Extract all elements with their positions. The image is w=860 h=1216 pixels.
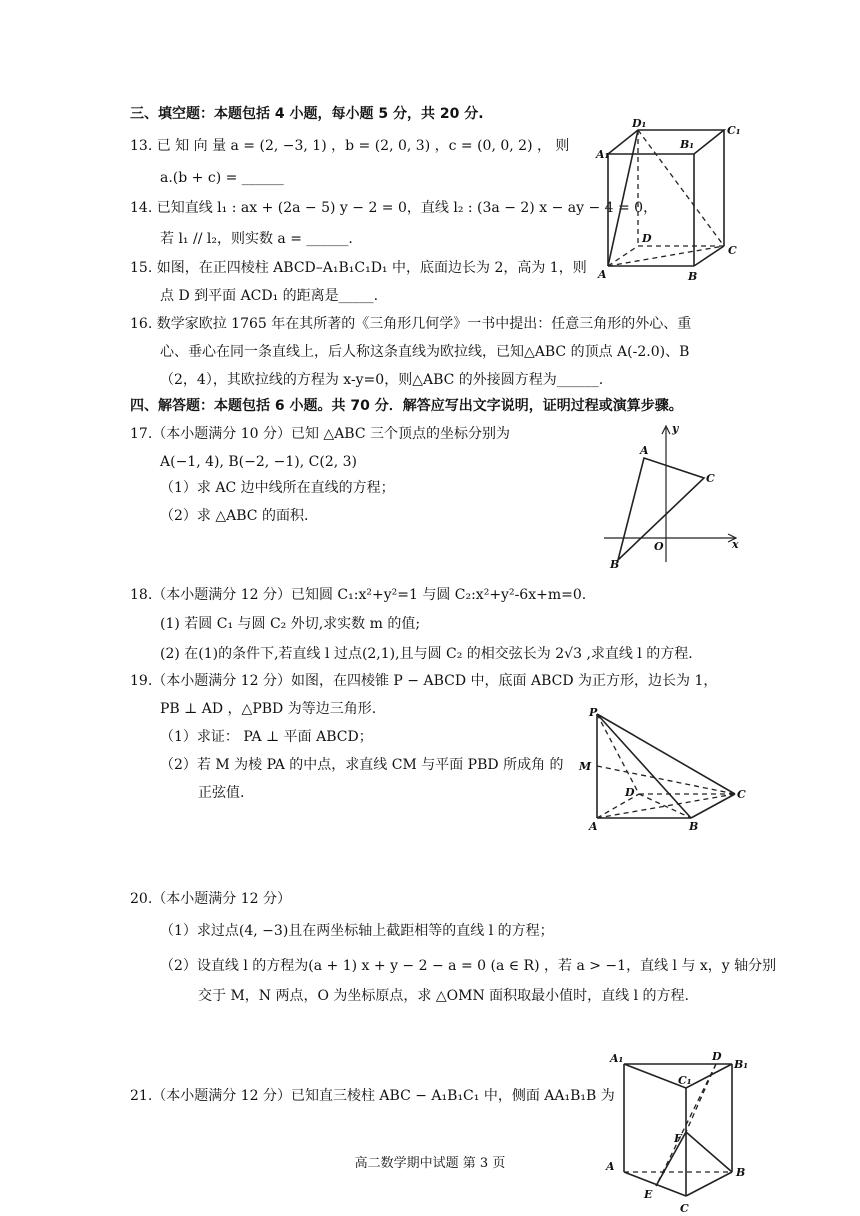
label-f: F [674, 1132, 682, 1145]
label-d: D [642, 232, 652, 245]
q15-line2: 点 D 到平面 ACD₁ 的距离是_____. [160, 288, 379, 304]
triangle-graph-q17 [600, 420, 750, 570]
label-c1: C₁ [727, 124, 741, 137]
q21-line1: 21.（本小题满分 12 分）已知直三棱柱 ABC − A₁B₁C₁ 中，侧面 AA₁B₁B 为 [130, 1088, 615, 1104]
label-b1: B₁ [734, 1058, 749, 1071]
q14-line2: 若 l₁ // l₂，则实数 a = ______. [160, 231, 353, 247]
label-b1: B₁ [680, 138, 695, 151]
q14-line1: 14. 已知直线 l₁ : ax + (2a − 5) y − 2 = 0，直线 l₂ : (3a − 2) x − ay − 4 = 0， [130, 200, 658, 216]
q17-line2: A(−1, 4), B(−2, −1), C(2, 3) [160, 454, 358, 470]
q19-line5: 正弦值. [198, 785, 245, 801]
q17-line1: 17.（本小题满分 10 分）已知 △ABC 三个顶点的坐标分别为 [130, 426, 511, 442]
label-p: P [589, 706, 598, 719]
q20-line2: （1）求过点(4, −3)且在两坐标轴上截距相等的直线 l 的方程； [160, 923, 554, 939]
prism-figure-q15 [590, 118, 750, 288]
q17-line4: （2）求 △ABC 的面积. [160, 508, 309, 524]
section-4-title: 四、解答题：本题包括 6 小题。共 70 分．解答应写出文字说明，证明过程或演算步骤。 [130, 398, 683, 414]
label-a: A [606, 1160, 615, 1173]
label-x-axis: x [732, 538, 739, 551]
label-e: E [644, 1188, 653, 1201]
label-b: B [688, 270, 698, 283]
q16-line2: 心、垂心在同一条直线上，后人称这条直线为欧拉线，已知△ABC 的顶点 A(-2.0)、B [160, 344, 690, 360]
label-m: M [579, 760, 592, 773]
q18-line1: 18.（本小题满分 12 分）已知圆 C₁:x²+y²=1 与圆 C₂:x²+y²-6x+m=0. [130, 587, 587, 603]
q19-line2: PB ⊥ AD ，△PBD 为等边三角形. [160, 701, 377, 717]
q18-line2: (1) 若圆 C₁ 与圆 C₂ 外切,求实数 m 的值; [160, 616, 421, 632]
label-d: D [712, 1050, 722, 1063]
q20-line4: 交于 M，N 两点，O 为坐标原点，求 △OMN 面积取最小值时，直线 l 的方程. [198, 988, 689, 1004]
label-c: C [706, 472, 715, 485]
q20-line3: （2）设直线 l 的方程为(a + 1) x + y − 2 − a = 0 (a ∈ R) ，若 a > −1，直线 l 与 x，y 轴分别 [160, 958, 777, 974]
label-origin: O [654, 540, 664, 553]
label-a1: A₁ [596, 148, 610, 161]
label-c: C [737, 788, 746, 801]
label-b: B [689, 820, 699, 833]
label-c: C [728, 244, 737, 257]
q16-line1: 16. 数学家欧拉 1765 年在其所著的《三角形几何学》一书中提出：任意三角形的外心、重 [130, 316, 692, 332]
label-d1: D₁ [632, 117, 647, 130]
label-c1: C₁ [678, 1074, 692, 1087]
label-y-axis: y [672, 422, 679, 435]
section-3-title: 三、填空题：本题包括 4 小题，每小题 5 分，共 20 分. [130, 106, 484, 122]
label-b: B [736, 1166, 746, 1179]
label-a: A [640, 444, 649, 457]
label-d: D [625, 786, 635, 799]
prism-figure-q21 [606, 1048, 756, 1216]
q20-line1: 20.（本小题满分 12 分） [130, 891, 291, 907]
label-a1: A₁ [610, 1052, 624, 1065]
label-b: B [610, 558, 620, 571]
q13-line2: a.(b + c) = ______ [160, 170, 284, 186]
q19-line4: （2）若 M 为棱 PA 的中点，求直线 CM 与平面 PBD 所成角 的 [160, 757, 564, 773]
label-a: A [598, 268, 607, 281]
page-footer: 高二数学期中试题 第 3 页 [354, 1156, 506, 1171]
q19-line1: 19.（本小题满分 12 分）如图，在四棱锥 P − ABCD 中，底面 ABCD 为正方形，边长为 1， [130, 673, 718, 689]
pyramid-figure-q19 [579, 706, 755, 836]
q16-line3: （2，4），其欧拉线的方程为 x-y=0，则△ABC 的外接圆方程为______. [160, 372, 604, 388]
q13-line1: 13. 已 知 向 量 a = (2, −3, 1) ，b = (2, 0, 3) ，c = (0, 0, 2) ， 则 [130, 138, 570, 154]
q19-line3: （1）求证： PA ⊥ 平面 ABCD； [160, 729, 373, 745]
q18-line3: (2) 在(1)的条件下,若直线 l 过点(2,1),且与圆 C₂ 的相交弦长为 2√3 ,求直线 l 的方程. [160, 646, 693, 662]
label-c: C [680, 1202, 689, 1215]
q15-line1: 15. 如图，在正四棱柱 ABCD–A₁B₁C₁D₁ 中，底面边长为 2，高为 1，则 [130, 260, 587, 276]
q17-line3: （1）求 AC 边中线所在直线的方程； [160, 480, 395, 496]
label-a: A [589, 820, 598, 833]
